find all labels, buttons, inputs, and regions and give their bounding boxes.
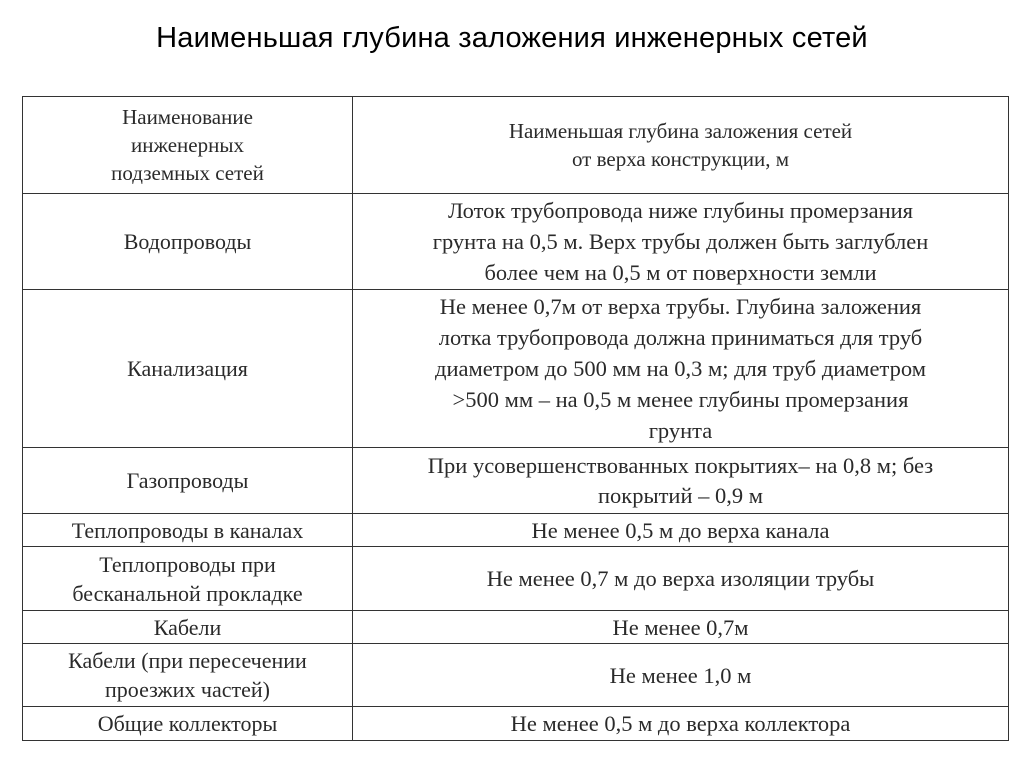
row-name-collectors: Общие коллекторы [23, 707, 353, 741]
row-name-water-supply: Водопроводы [23, 194, 353, 290]
table-row [23, 290, 1009, 448]
table-row [23, 547, 1009, 611]
table-row [23, 194, 1009, 290]
table-row [23, 448, 1009, 514]
row-name-cables-crossing: Кабели (при пересечении проезжих частей) [23, 644, 353, 707]
table-header-row [23, 97, 1009, 194]
row-name-gas-pipelines: Газопроводы [23, 448, 353, 514]
row-value-cables-crossing: Не менее 1,0 м [353, 644, 1009, 707]
row-value-heat-in-channels: Не менее 0,5 м до верха канала [353, 514, 1009, 547]
depth-table-container [22, 96, 1008, 741]
table-row [23, 644, 1009, 707]
header-min-depth: Наименьшая глубина заложения сетей от верха конструкции, м [353, 97, 1009, 194]
row-value-sewerage: Не менее 0,7м от верха трубы. Глубина заложения лотка трубопровода должна приниматься для труб диаметром до 500 мм на 0,3 м; для труб диаметром >500 мм – на 0,5 м менее глубины промерзания грунта [353, 290, 1009, 448]
row-value-heat-channelless: Не менее 0,7 м до верха изоляции трубы [353, 547, 1009, 611]
header-network-name: Наименование инженерных подземных сетей [23, 97, 353, 194]
table-row [23, 611, 1009, 644]
row-name-heat-channelless: Теплопроводы при бесканальной прокладке [23, 547, 353, 611]
table-row [23, 707, 1009, 741]
row-value-water-supply: Лоток трубопровода ниже глубины промерзания грунта на 0,5 м. Верх трубы должен быть заглублен более чем на 0,5 м от поверхности земли [353, 194, 1009, 290]
table-row [23, 514, 1009, 547]
page-title: Наименьшая глубина заложения инженерных сетей [156, 22, 868, 54]
row-value-cables: Не менее 0,7м [353, 611, 1009, 644]
row-name-heat-in-channels: Теплопроводы в каналах [23, 514, 353, 547]
row-value-collectors: Не менее 0,5 м до верха коллектора [353, 707, 1009, 741]
row-name-sewerage: Канализация [23, 290, 353, 448]
row-value-gas-pipelines: При усовершенствованных покрытиях– на 0,8 м; без покрытий – 0,9 м [353, 448, 1009, 514]
depth-table [22, 96, 1009, 741]
row-name-cables: Кабели [23, 611, 353, 644]
